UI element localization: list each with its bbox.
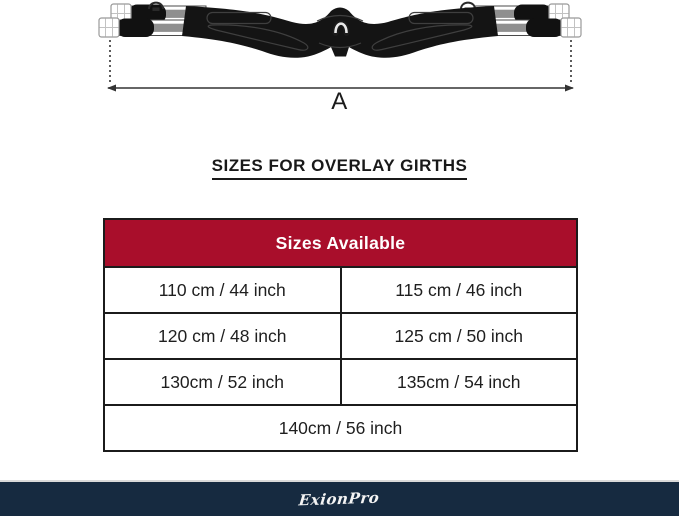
- size-cell: 115 cm / 46 inch: [341, 267, 578, 313]
- footer-bar: [0, 480, 679, 516]
- table-row: [104, 359, 577, 405]
- table-header-row: [104, 219, 577, 267]
- size-cell: 110 cm / 44 inch: [104, 267, 341, 313]
- table-row: [104, 267, 577, 313]
- right-bottom-keeper: [526, 19, 563, 38]
- size-cell: 120 cm / 48 inch: [104, 313, 341, 359]
- girth-body: [182, 6, 498, 58]
- size-cell-full: 140cm / 56 inch: [104, 405, 577, 451]
- table-row: [104, 405, 577, 451]
- right-bottom-buckle-icon: [561, 18, 581, 37]
- size-cell: 135cm / 54 inch: [341, 359, 578, 405]
- size-cell: 125 cm / 50 inch: [341, 313, 578, 359]
- left-bottom-keeper: [117, 19, 154, 38]
- dimension-label: A: [331, 88, 348, 115]
- table-header: Sizes Available: [104, 219, 577, 267]
- sizes-table: [103, 218, 578, 452]
- page-title: SIZES FOR OVERLAY GIRTHS: [0, 156, 679, 180]
- left-bottom-buckle-icon: [99, 18, 119, 37]
- table-row: [104, 313, 577, 359]
- brand-logo: ExionPro: [298, 488, 381, 510]
- size-cell: 130cm / 52 inch: [104, 359, 341, 405]
